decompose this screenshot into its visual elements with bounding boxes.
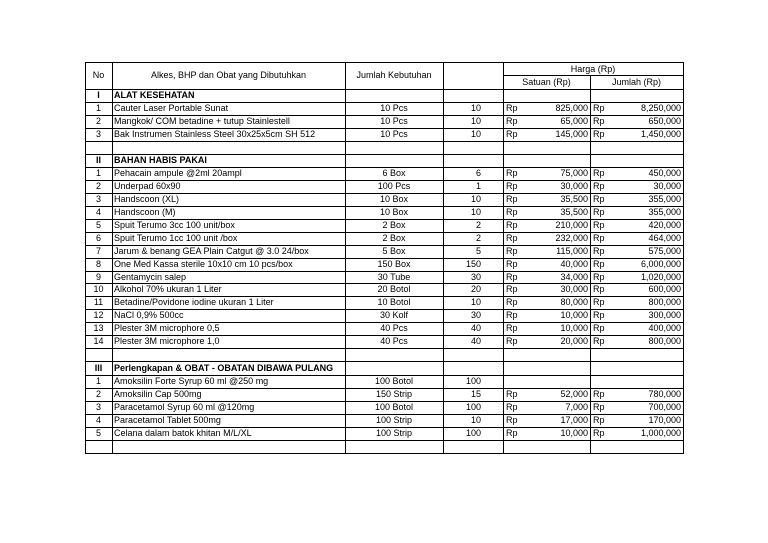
- row-quantity: 150 Box: [377, 259, 411, 269]
- row-number: 1: [95, 376, 101, 386]
- row-quantity: 100 Strip: [375, 428, 413, 438]
- row-price-currency: Rp: [506, 402, 518, 412]
- row-total-currency: Rp: [593, 181, 605, 191]
- row-item: Betadine/Povidone iodine ukuran 1 Liter: [114, 297, 274, 307]
- row-quantity: 2 Box: [382, 233, 406, 243]
- row-item: Pehacain ampule @2ml 20ampl: [114, 168, 242, 178]
- row-item: Gentamycin salep: [114, 272, 187, 282]
- row-item: Alkohol 70% ukuran 1 Liter: [114, 284, 222, 294]
- quantity-column-divider: [443, 62, 444, 454]
- row-count: 1: [475, 181, 481, 191]
- row-unit-price: 825,000: [555, 103, 588, 113]
- row-line: [85, 440, 684, 441]
- row-number: 4: [95, 415, 101, 425]
- row-item: Paracetamol Syrup 60 ml @120mg: [114, 402, 255, 412]
- row-unit-price: 65,000: [560, 116, 588, 126]
- row-item: Underpad 60x90: [114, 181, 181, 191]
- row-price-currency: Rp: [506, 116, 518, 126]
- row-unit-price: 35,500: [560, 207, 588, 217]
- row-count: 100: [465, 428, 481, 438]
- row-item: Plester 3M microphore 0,5: [114, 323, 220, 333]
- header-no: No: [92, 70, 105, 80]
- row-unit-price: 115,000: [556, 246, 588, 256]
- row-count: 40: [470, 336, 481, 346]
- row-total-price: 30,000: [653, 181, 681, 191]
- row-unit-price: 52,000: [560, 389, 588, 399]
- row-count: 15: [470, 389, 481, 399]
- row-number: 5: [95, 220, 101, 230]
- row-total-price: 780,000: [648, 389, 681, 399]
- row-total-currency: Rp: [593, 207, 605, 217]
- row-total-price: 800,000: [648, 297, 681, 307]
- no-column-divider: [112, 62, 113, 454]
- row-total-price: 1,020,000: [640, 272, 681, 282]
- row-price-currency: Rp: [506, 259, 518, 269]
- row-number: 13: [93, 323, 104, 333]
- row-count: 2: [475, 233, 481, 243]
- row-quantity: 40 Pcs: [380, 323, 408, 333]
- row-count: 2: [475, 220, 481, 230]
- row-quantity: 2 Box: [382, 220, 406, 230]
- row-total-currency: Rp: [593, 259, 605, 269]
- row-item: Amoksilin Forte Syrup 60 ml @250 mg: [114, 376, 269, 386]
- row-quantity: 10 Box: [379, 194, 409, 204]
- row-total-price: 400,000: [648, 323, 681, 333]
- row-total-currency: Rp: [593, 116, 605, 126]
- row-quantity: 100 Pcs: [377, 181, 411, 191]
- row-number: 3: [95, 129, 101, 139]
- row-quantity: 10 Pcs: [380, 103, 408, 113]
- row-price-currency: Rp: [506, 103, 518, 113]
- row-total-currency: Rp: [593, 233, 605, 243]
- row-item: Mangkok/ COM betadine + tutup Stainlestell: [114, 116, 290, 126]
- row-number: 12: [93, 310, 104, 320]
- row-quantity: 40 Pcs: [380, 336, 408, 346]
- table-left-border: [85, 62, 86, 454]
- row-total-currency: Rp: [593, 272, 605, 282]
- section-title: Perlengkapan & OBAT - OBATAN DIBAWA PULANG: [114, 363, 334, 373]
- header-item: Alkes, BHP dan Obat yang Dibutuhkan: [151, 70, 306, 80]
- row-total-currency: Rp: [593, 284, 605, 294]
- row-count: 150: [465, 259, 481, 269]
- row-total-currency: Rp: [593, 297, 605, 307]
- row-quantity: 20 Botol: [377, 284, 411, 294]
- row-price-currency: Rp: [506, 181, 518, 191]
- row-count: 10: [470, 415, 481, 425]
- header-harga: Harga (Rp): [570, 64, 616, 74]
- row-item: Plester 3M microphore 1,0: [114, 336, 220, 346]
- row-number: 14: [93, 336, 104, 346]
- row-total-currency: Rp: [593, 129, 605, 139]
- item-column-divider: [345, 62, 346, 454]
- row-number: 2: [95, 181, 101, 191]
- row-count: 5: [475, 246, 481, 256]
- row-quantity: 30 Tube: [377, 272, 411, 282]
- row-price-currency: Rp: [506, 428, 518, 438]
- row-total-price: 1,000,000: [640, 428, 681, 438]
- row-item: Handscoon (XL): [114, 194, 180, 204]
- row-count: 100: [465, 376, 481, 386]
- row-total-price: 170,000: [648, 415, 681, 425]
- row-count: 20: [470, 284, 481, 294]
- row-price-currency: Rp: [506, 194, 518, 204]
- table-right-border: [683, 62, 684, 454]
- unit-price-column-divider: [590, 89, 591, 454]
- row-line: [85, 348, 684, 349]
- row-quantity: 10 Botol: [377, 297, 411, 307]
- row-unit-price: 232,000: [555, 233, 588, 243]
- row-quantity: 100 Botol: [374, 376, 414, 386]
- section-title: ALAT KESEHATAN: [114, 90, 195, 100]
- header-split-line: [503, 75, 684, 76]
- row-item: Spuit Terumo 1cc 100 unit /box: [114, 233, 238, 243]
- row-number: 1: [95, 103, 101, 113]
- row-unit-price: 145,000: [555, 129, 588, 139]
- row-total-currency: Rp: [593, 336, 605, 346]
- row-quantity: 5 Box: [382, 246, 406, 256]
- row-count: 10: [470, 207, 481, 217]
- row-count: 6: [475, 168, 481, 178]
- row-number: 7: [95, 246, 101, 256]
- row-unit-price: 10,000: [560, 310, 588, 320]
- row-total-currency: Rp: [593, 415, 605, 425]
- row-price-currency: Rp: [506, 389, 518, 399]
- row-count: 40: [470, 323, 481, 333]
- header-qty: Jumlah Kebutuhan: [356, 70, 432, 80]
- row-count: 30: [470, 310, 481, 320]
- section-title: BAHAN HABIS PAKAI: [114, 155, 207, 165]
- row-number: 9: [95, 272, 101, 282]
- row-total-currency: Rp: [593, 310, 605, 320]
- row-unit-price: 7,000: [565, 402, 588, 412]
- row-unit-price: 10,000: [560, 428, 588, 438]
- row-unit-price: 34,000: [560, 272, 588, 282]
- row-price-currency: Rp: [506, 233, 518, 243]
- row-count: 10: [470, 129, 481, 139]
- row-number: 1: [95, 168, 101, 178]
- row-total-currency: Rp: [593, 194, 605, 204]
- row-number: 2: [95, 389, 101, 399]
- row-item: Bak Instrumen Stainless Steel 30x25x5cm SH 512: [114, 129, 316, 139]
- row-total-currency: Rp: [593, 402, 605, 412]
- table-top-border: [85, 62, 684, 63]
- row-quantity: 30 Kolf: [379, 310, 409, 320]
- row-total-price: 355,000: [648, 207, 681, 217]
- row-unit-price: 210,000: [555, 220, 588, 230]
- row-item: Celana dalam batok khitan M/L/XL: [114, 428, 252, 438]
- row-price-currency: Rp: [506, 310, 518, 320]
- row-price-currency: Rp: [506, 129, 518, 139]
- row-number: 11: [93, 297, 104, 307]
- section-number: III: [94, 363, 103, 373]
- row-count: 100: [465, 402, 481, 412]
- header-satuan-divider: [590, 75, 591, 89]
- row-count: 30: [470, 272, 481, 282]
- row-unit-price: 40,000: [560, 259, 588, 269]
- row-unit-price: 80,000: [560, 297, 588, 307]
- row-price-currency: Rp: [506, 415, 518, 425]
- row-item: NaCl 0,9% 500cc: [114, 310, 184, 320]
- row-price-currency: Rp: [506, 168, 518, 178]
- row-item: Handscoon (M): [114, 207, 176, 217]
- row-total-price: 450,000: [648, 168, 681, 178]
- header-jumlah: Jumlah (Rp): [611, 77, 661, 87]
- row-number: 3: [95, 402, 101, 412]
- row-unit-price: 20,000: [560, 336, 588, 346]
- row-number: 8: [95, 259, 101, 269]
- row-count: 10: [470, 194, 481, 204]
- row-item: Cauter Laser Portable Sunat: [114, 103, 229, 113]
- row-item: Amoksilin Cap 500mg: [114, 389, 202, 399]
- row-quantity: 6 Box: [382, 168, 406, 178]
- row-count: 10: [470, 116, 481, 126]
- row-price-currency: Rp: [506, 323, 518, 333]
- row-total-price: 1,450,000: [640, 129, 681, 139]
- row-total-price: 8,250,000: [640, 103, 681, 113]
- row-total-price: 575,000: [648, 246, 681, 256]
- row-total-currency: Rp: [593, 246, 605, 256]
- row-number: 6: [95, 233, 101, 243]
- row-line: [85, 141, 684, 142]
- row-total-currency: Rp: [593, 103, 605, 113]
- row-total-price: 6,000,000: [640, 259, 681, 269]
- row-unit-price: 35,500: [560, 194, 588, 204]
- row-total-currency: Rp: [593, 220, 605, 230]
- row-total-price: 700,000: [648, 402, 681, 412]
- row-total-currency: Rp: [593, 168, 605, 178]
- row-unit-price: 10,000: [560, 323, 588, 333]
- row-count: 10: [470, 103, 481, 113]
- row-price-currency: Rp: [506, 284, 518, 294]
- row-quantity: 10 Pcs: [380, 129, 408, 139]
- row-unit-price: 30,000: [560, 181, 588, 191]
- count-column-divider: [503, 62, 504, 454]
- row-quantity: 100 Strip: [375, 415, 413, 425]
- row-number: 3: [95, 194, 101, 204]
- row-total-price: 600,000: [648, 284, 681, 294]
- section-number: I: [97, 90, 100, 100]
- row-number: 10: [93, 284, 104, 294]
- row-quantity: 10 Pcs: [380, 116, 408, 126]
- row-price-currency: Rp: [506, 246, 518, 256]
- row-unit-price: 30,000: [560, 284, 588, 294]
- row-number: 2: [95, 116, 101, 126]
- row-total-price: 355,000: [648, 194, 681, 204]
- row-line: [85, 453, 684, 454]
- row-price-currency: Rp: [506, 336, 518, 346]
- section-number: II: [95, 155, 101, 165]
- row-quantity: 10 Box: [379, 207, 409, 217]
- row-total-price: 650,000: [648, 116, 681, 126]
- row-total-price: 420,000: [648, 220, 681, 230]
- row-item: Jarum & benang GEA Plain Catgut @ 3.0 24/box: [114, 246, 309, 256]
- row-item: Spuit Terumo 3cc 100 unit/box: [114, 220, 235, 230]
- row-number: 4: [95, 207, 101, 217]
- row-unit-price: 75,000: [560, 168, 588, 178]
- header-satuan: Satuan (Rp): [522, 77, 571, 87]
- row-total-price: 800,000: [648, 336, 681, 346]
- row-quantity: 100 Botol: [374, 402, 414, 412]
- row-count: 10: [470, 297, 481, 307]
- row-total-price: 300,000: [648, 310, 681, 320]
- row-price-currency: Rp: [506, 220, 518, 230]
- row-price-currency: Rp: [506, 272, 518, 282]
- row-number: 5: [95, 428, 101, 438]
- row-price-currency: Rp: [506, 207, 518, 217]
- row-total-currency: Rp: [593, 323, 605, 333]
- row-total-currency: Rp: [593, 428, 605, 438]
- row-price-currency: Rp: [506, 297, 518, 307]
- row-quantity: 150 Strip: [375, 389, 413, 399]
- row-item: Paracetamol Tablet 500mg: [114, 415, 221, 425]
- row-total-currency: Rp: [593, 389, 605, 399]
- row-total-price: 464,000: [648, 233, 681, 243]
- row-unit-price: 17,000: [560, 415, 588, 425]
- row-item: One Med Kassa sterile 10x10 cm 10 pcs/box: [114, 259, 293, 269]
